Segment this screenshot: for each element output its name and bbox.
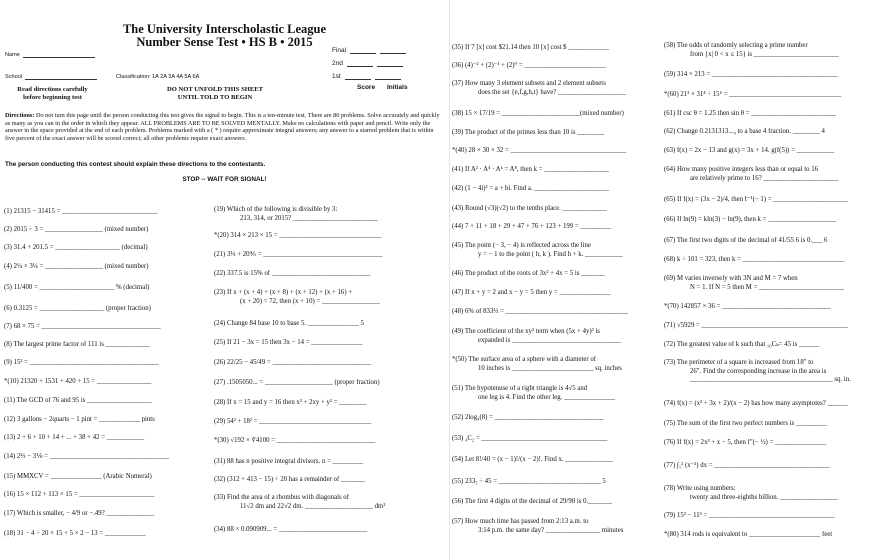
problem-11[interactable]: (11) The GCD of 76 and 95 is ___________________ (4, 397, 152, 404)
problem-6[interactable]: (6) 0.3125 = ___________________ (proper fraction) (4, 305, 151, 312)
problem-48[interactable]: (48) 6% of 833⅓ = ____________________________________ (452, 308, 629, 315)
test-title: Number Sense Test • HS B • 2015 (136, 35, 313, 49)
name-label: Name (5, 52, 20, 58)
problem-22[interactable]: (22) 337.5 is 15% of _____________________________ (214, 270, 371, 277)
problem-21[interactable]: (21) 3⅓ + 20⅘ = ___________________________________ (214, 251, 383, 258)
problem-77[interactable]: (77) ∫₁² (x⁻²) dx = __________________________________ (664, 462, 830, 469)
problem-13[interactable]: (13) 2 + 6 + 10 + 14 + ... + 38 + 42 = ___________ (4, 434, 145, 441)
problem-71[interactable]: (71) √5929 = ___________________________________________ (664, 322, 848, 329)
problem-45[interactable]: (45) The point (− 3, − 4) is reflected across the line y = − 1 to the point ( h, k ). Find h + k. ___________ (452, 242, 623, 258)
problem-17[interactable]: (17) Which is smaller, − 4/9 or −.49? ______________ (4, 510, 154, 517)
problem-63[interactable]: (63) f(x) = 2x − 13 and g(x) = 3x + 14. g(f(5)) = ___________ (664, 147, 834, 154)
problem-56[interactable]: (56) The first 4 digits of the decimal of 29/90 is 0._______ (452, 498, 612, 505)
problem-54[interactable]: (54) Let 8!/40 = (x − 1)!/(x − 2)!. Find x. ______________ (452, 456, 613, 463)
problem-61[interactable]: (61) If csc θ = 1.25 then sin θ = _________________________ (664, 110, 837, 117)
problem-5[interactable]: (5) 11/400 = ______________________ % (decimal) (4, 284, 150, 291)
problem-57[interactable]: (57) How much time has passed from 2:13 a.m. to 3:14 p.m. the same day? ________________ minutes (452, 518, 624, 534)
problem-55[interactable]: (55) 233₅ ÷ 45 = ______________________________ 5 (452, 478, 606, 485)
problem-37[interactable]: (37) How many 3 element subsets and 2 element subsets does the set {e,f,g,h,t} have? ____________________ (452, 80, 626, 96)
problem-15[interactable]: (15) MMXCV = _______________ (Arabic Numeral) (4, 473, 152, 480)
column-divider (449, 0, 450, 560)
problem-58[interactable]: (58) The odds of randomly selecting a prime number from {x| 0 < x ≤ 15} is _________________________ (664, 42, 839, 58)
problem-35[interactable]: (35) If 7 [x] cost $21.14 then 10 [x] cost $ ____________ (452, 44, 610, 51)
problem-50[interactable]: *(50) The surface area of a sphere with a diameter of 10 inches is ________________________ sq. inches (452, 356, 622, 372)
problem-53[interactable]: (53) ₄C₂ = _____________________________________ (452, 435, 608, 442)
problem-51[interactable]: (51) The hypotenuse of a right triangle is 4√5 and one leg is 4. Find the other leg. _______________ (452, 385, 616, 401)
final-score-row: Final (332, 47, 406, 54)
name-field (5, 52, 95, 58)
problem-59[interactable]: (59) 314 × 213 = _____________________________________ (664, 71, 838, 78)
problem-31[interactable]: (31) 88 has n positive integral divisors. n = _________ (214, 458, 364, 465)
problem-70[interactable]: *(70) 142857 × 36 = ________________________________ (664, 303, 831, 310)
name-line[interactable] (23, 52, 95, 58)
problem-62[interactable]: (62) Change 0.2131313...₄ to a base 4 fraction. ________ 4 (664, 128, 825, 135)
school-line[interactable] (25, 74, 97, 80)
problem-38[interactable]: (38) 15 × 17/19 = _______________________(mixed number) (452, 110, 624, 117)
problem-78[interactable]: (78) Write using numbers: twenty and three-eighths billion. _________________ (664, 485, 838, 501)
problem-49[interactable]: (49) The coefficient of the xy² term when (5x + 4y)³ is expanded is ________________________________ (452, 328, 621, 344)
problem-2[interactable]: (2) 2015 ÷ 3 = _________________ (mixed number) (4, 226, 149, 233)
problem-30[interactable]: *(30) √192 × ∜4100 = _____________________________ (214, 437, 376, 444)
problem-68[interactable]: (68) k ÷ 101 = 323, then k = ______________________________ (664, 256, 845, 263)
problem-41[interactable]: (41) If A² · A⁴ · Aᵏ = A⁸, then k = ___________________ (452, 166, 609, 173)
stop-signal: STOP -- WAIT FOR SIGNAL! (182, 176, 267, 183)
problem-20[interactable]: *(20) 314 × 213 × 15 = ______________________________ (214, 232, 382, 239)
problem-46[interactable]: (46) The product of the roots of 3x² + 4x = 5 is _______ (452, 270, 605, 277)
school-label: School (5, 74, 23, 80)
classification: Classification: 1A 2A 3A 4A 5A 6A (116, 74, 200, 80)
directions-heading: Directions: (5, 112, 35, 119)
problem-24[interactable]: (24) Change 84 base 10 to base 5. _______________ 5 (214, 320, 364, 327)
problem-67[interactable]: (67) The first two digits of the decimal of 41/55 6 is 0.___ 6 (664, 237, 828, 244)
problem-10[interactable]: *(10) 21320 + 1531 + 420 + 15 = ________________ (4, 378, 152, 385)
problem-69[interactable]: (69) M varies inversely with 3N and M = 7 when N = 1. If N = 5 then M = _________________________ (664, 275, 845, 291)
problem-64[interactable]: (64) How many positive integers less than or equal to 16 are relatively prime to 16? ______________________ (664, 166, 839, 182)
school-field (5, 74, 97, 80)
problem-14[interactable]: (14) 2⅔ − 3⅙ = ___________________________________ (4, 453, 169, 460)
problem-40[interactable]: *(40) 28 × 30 × 32 = __________________________________ (452, 147, 627, 154)
conductor-note: The person conducting this contest should explain these directions to the contestants. (5, 161, 266, 168)
second-score-row: 2nd (332, 60, 403, 67)
problem-4[interactable]: (4) 2¼ × 3¼ = _________________ (mixed number) (4, 263, 149, 270)
problem-43[interactable]: (43) Round (√3)(√2) to the tenths place. _____________ (452, 205, 607, 212)
do-not-unfold-note: DO NOT UNFOLD THIS SHEET UNTIL TOLD TO BEGIN (166, 86, 264, 101)
problem-33[interactable]: (33) Find the area of a rhombus with diagonals of 11√2 dm and 22√2 dm. ____________________ dm² (214, 494, 386, 510)
problem-19[interactable]: (19) Which of the following is divisible by 3: 213, 314, or 2015? _________________________ (214, 206, 378, 222)
initials-label: Initials (387, 84, 408, 91)
problem-65[interactable]: (65) If f(x) = (3x − 2)/4, then f⁻¹(− 1) = ______________________ (664, 196, 849, 203)
problem-26[interactable]: (26) 22/25 − 45/49 = _____________________________ (214, 359, 372, 366)
problem-8[interactable]: (8) The largest prime factor of 111 is _____________ (4, 341, 150, 348)
problem-75[interactable]: (75) The sum of the first two perfect numbers is _________ (664, 420, 827, 427)
problem-47[interactable]: (47) If x + y = 2 and x − y = 5 then y = _______________ (452, 289, 611, 296)
problem-16[interactable]: (16) 15 × 112 + 113 × 15 = ______________________ (4, 491, 155, 498)
problem-60[interactable]: *(60) 21³ × 31⁴ ÷ 15⁶ = _________________________________ (664, 91, 842, 98)
score-label: Score (357, 84, 376, 91)
problem-42[interactable]: (42) (1 − 4i)² = a + bi. Find a. ______________________ (452, 185, 610, 192)
problem-34[interactable]: (34) 88 × 0.090909... = __________________________ (214, 526, 368, 533)
problem-1[interactable]: (1) 21315 − 31415 = ____________________________ (4, 208, 158, 215)
problem-73[interactable]: (73) The perimeter of a square is increased from 18" to 26". Find the corresponding increase in the area is __________________________________________ sq. in. (664, 359, 851, 383)
problem-25[interactable]: (25) If 21 − 3x = 15 then 3x − 14 = _______________ (214, 339, 363, 346)
problem-28[interactable]: (28) If x = 15 and y = 16 then x² + 2xy + y² = ________ (214, 399, 367, 406)
directions-text: Do not turn this page until the person conducting this test gives the signal to begin. This is a ten-minute test. There are 80 problems. Solve accurately and quickly as many as you can in the order in which they appear. ALL PROBLEMS ARE TO BE SOLVED MENTALLY. Make no calculations with paper and pencil. Write only the answer in the space provided at the end of each problem. Problems marked with a ( * ) require approximate integral answers; any answer to a starred problem that is within five percent of the exact answer will be scored correct; all other problems require exact answers. (5, 112, 440, 142)
first-score-row: 1st (332, 73, 401, 80)
directions-paragraph (5, 112, 442, 142)
problem-44[interactable]: (44) 7 + 11 + 18 + 29 + 47 + 76 + 123 + 199 = _________ (452, 223, 611, 230)
problem-18[interactable]: (18) 31 − 4 ÷ 20 × 15 + 5 × 2 − 13 = ____________ (4, 530, 146, 537)
problem-32[interactable]: (32) (312 + 413 − 15) ÷ 20 has a remainder of _______ (214, 476, 365, 483)
problem-80[interactable]: *(80) 314 rods is equivalent to _____________________ feet (664, 531, 833, 538)
problem-29[interactable]: (29) 54² + 18² = _________________________________ (214, 418, 372, 425)
read-directions-note: Read directions carefully before beginning test (17, 86, 88, 101)
problem-66[interactable]: (66) If ln(9) = kln(3) − ln(9), then k = ____________________ (664, 216, 837, 223)
problem-9[interactable]: (9) 15² = ______________________________________ (4, 359, 159, 366)
problem-74[interactable]: (74) f(x) = (x² + 3x + 2)/(x − 2) has how many asymptotes? ______ (664, 400, 848, 407)
league-title: The University Interscholastic League (122, 22, 327, 36)
problem-79[interactable]: (79) 15³ − 11³ = _____________________________________ (664, 512, 835, 519)
problem-36[interactable]: (36) (4)⁻² + (2)⁻¹ + (2)⁰ = ________________________ (452, 62, 607, 69)
problem-12[interactable]: (12) 3 gallons − 2quarts − 1 pint = ____________ pints (4, 416, 155, 423)
problem-7[interactable]: (7) 68 × 75 = ___________________________________ (4, 323, 161, 330)
problem-76[interactable]: (76) If f(x) = 2x³ + x − 5, then f″(− ½) = _______________ (664, 439, 827, 446)
problem-27[interactable]: (27) .1505050... = ____________________ (proper fraction) (214, 379, 380, 386)
problem-3[interactable]: (3) 31.4 + 201.5 = ___________________ (decimal) (4, 244, 148, 251)
problem-52[interactable]: (52) 2log₄(8) = ________________________________ (452, 414, 604, 421)
problem-72[interactable]: (72) The greatest value of k such that ₁₀Cₖ= 45 is ______ (664, 341, 820, 348)
problem-39[interactable]: (39) The product of the primes less than 10 is ________ (452, 129, 605, 136)
problem-23[interactable]: (23) If x + (x + 4) + (x + 8) + (x + 12) + (x + 16) + (x + 20) = 72, then (x + 10) = _________________ (214, 289, 380, 305)
